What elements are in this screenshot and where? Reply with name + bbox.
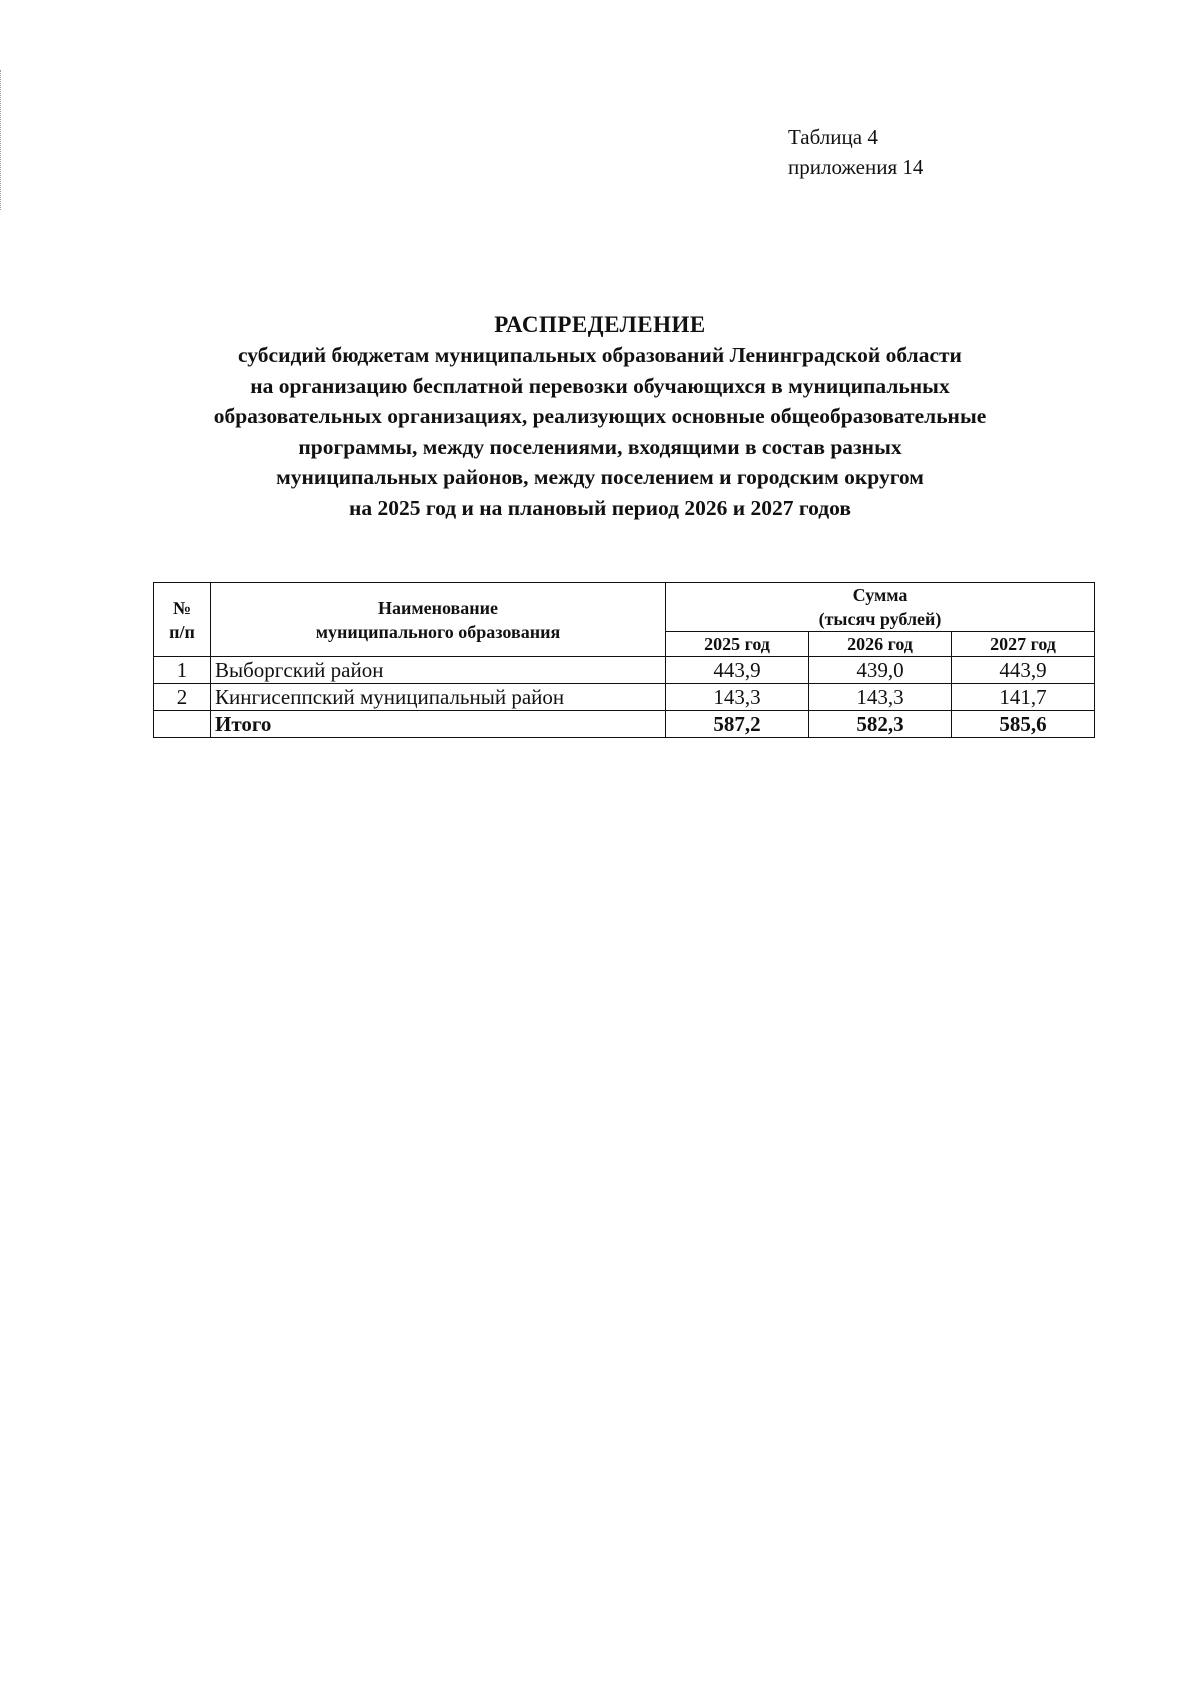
- row-municipality: Кингисеппский муниципальный район: [211, 684, 666, 711]
- row-value-2027: 443,9: [952, 657, 1095, 684]
- row-value-2025: 443,9: [666, 657, 809, 684]
- total-value-2027: 585,6: [952, 711, 1095, 738]
- header-name-cell: [211, 583, 666, 657]
- distribution-table: [153, 582, 1095, 738]
- header-year-2026: 2026 год: [809, 632, 952, 657]
- header-number-cell: [154, 583, 211, 657]
- table-reference: [788, 122, 923, 182]
- header-number-abbr: п/п: [169, 621, 195, 642]
- title-line-1: субсидий бюджетам муниципальных образований Ленинградской области: [238, 343, 962, 367]
- document-title: [0, 310, 1200, 523]
- header-name-line-2: муниципального образования: [315, 621, 561, 642]
- table-header-row: [154, 583, 1095, 632]
- table-row: [154, 657, 1095, 684]
- header-name-line-1: Наименование: [378, 597, 498, 618]
- row-number: 2: [154, 684, 211, 711]
- appendix-number: приложения 14: [788, 155, 924, 179]
- row-value-2026: 143,3: [809, 684, 952, 711]
- header-year-2025: 2025 год: [666, 632, 809, 657]
- row-municipality: Выборгский район: [211, 657, 666, 684]
- row-value-2027: 141,7: [952, 684, 1095, 711]
- row-value-2025: 143,3: [666, 684, 809, 711]
- header-year-2027: 2027 год: [952, 632, 1095, 657]
- total-value-2026: 582,3: [809, 711, 952, 738]
- table-row: [154, 684, 1095, 711]
- total-label: Итого: [211, 711, 666, 738]
- total-value-2025: 587,2: [666, 711, 809, 738]
- header-sum-line-2: (тысяч рублей): [818, 609, 942, 629]
- title-line-2: на организацию бесплатной перевозки обучающихся в муниципальных: [250, 373, 950, 398]
- title-line-6: на 2025 год и на плановый период 2026 и 2027 годов: [349, 495, 851, 520]
- title-line-3: образовательных организациях, реализующих основные общеобразовательные: [213, 404, 987, 428]
- total-number-empty: [154, 711, 211, 738]
- row-number: 1: [154, 657, 211, 684]
- table-number: Таблица 4: [788, 125, 878, 149]
- table-total-row: [154, 711, 1095, 738]
- title-line-4: программы, между поселениями, входящими в состав разных: [298, 434, 902, 459]
- title-line-5: муниципальных районов, между поселением и городским округом: [276, 465, 924, 489]
- title-heading: РАСПРЕДЕЛЕНИЕ: [494, 312, 706, 337]
- header-sum-cell: [666, 583, 1095, 632]
- row-value-2026: 439,0: [809, 657, 952, 684]
- scan-edge-marks: [0, 70, 3, 210]
- header-number-symbol: №: [172, 597, 192, 618]
- header-sum-line-1: Сумма: [852, 585, 908, 605]
